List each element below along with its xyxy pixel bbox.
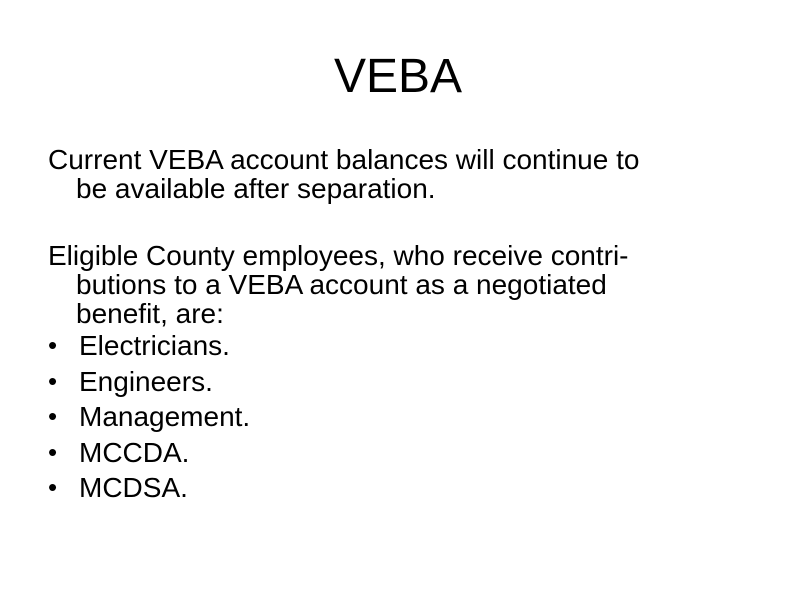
bullet-icon: • — [48, 436, 58, 467]
bullet-icon: • — [48, 365, 58, 396]
paragraph-veba-balances — [48, 145, 778, 203]
paragraph-line: butions to a VEBA account as a negotiated — [76, 269, 607, 300]
bullet-icon: • — [48, 401, 58, 431]
list-item — [48, 328, 778, 364]
paragraph-line: benefit, are: — [76, 298, 224, 329]
bullet-icon: • — [48, 330, 58, 360]
paragraph-line: Eligible County employees, who receive contri- — [48, 240, 629, 271]
paragraph-line: Current VEBA account balances will continue to — [48, 144, 640, 175]
list-item — [48, 435, 778, 471]
paragraph-line: be available after separation. — [76, 173, 436, 204]
slide-title: VEBA — [333, 50, 463, 103]
list-item-label: MCCDA. — [79, 436, 190, 468]
list-item-label: Engineers. — [79, 365, 213, 397]
list-item — [48, 470, 778, 506]
bullet-icon: • — [48, 472, 58, 502]
eligible-groups-list — [48, 328, 778, 506]
slide-body — [48, 145, 778, 506]
list-item-label: Electricians. — [79, 330, 230, 361]
list-item — [48, 364, 778, 400]
list-item-label: MCDSA. — [79, 472, 188, 503]
list-item-label: Management. — [79, 401, 251, 432]
list-item — [48, 399, 778, 435]
paragraph-eligible-employees — [48, 241, 778, 328]
